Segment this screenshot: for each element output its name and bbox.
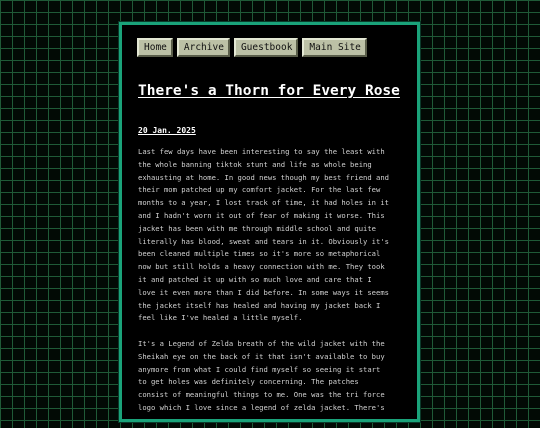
text-line: anymore from what I could find myself so seeing it start (138, 364, 381, 374)
text-line: love it even more than I did before. In some ways it seems (138, 287, 389, 297)
text-line: the whole banning tiktok stunt and life as whole being (138, 159, 372, 169)
content-panel (119, 22, 420, 422)
main-site-button[interactable]: Main Site (302, 38, 366, 57)
text-line: Last few days have been interesting to say the least with (138, 147, 385, 156)
text-line: the jacket itself has healed and having my jacket back I (138, 300, 381, 310)
text-line: logo which I love since a legend of zelda jacket. There's (138, 402, 385, 412)
text-line: It's a Legend of Zelda breath of the wild jacket with the (138, 338, 385, 348)
post-date: 20 Jan. 2025 (138, 126, 196, 135)
text-line: to get holes was definitely concerning. The patches (138, 377, 359, 387)
post-title: There's a Thorn for Every Rose (138, 83, 400, 99)
archive-button[interactable]: Archive (177, 38, 230, 57)
text-line: feel like I've healed a little myself. (138, 313, 303, 323)
home-button[interactable]: Home (137, 38, 173, 57)
text-line: exhausting at home. In good news though my best friend and (138, 172, 389, 182)
text-line: it and patched it up with so much love and care that I (138, 274, 372, 284)
nav-bar (137, 38, 367, 57)
text-line: consist of meaningful things to me. One was the tri force (138, 390, 385, 400)
text-line: now but still holds a heavy connection with me. They took (138, 262, 385, 272)
text-line: literally has blood, sweat and tears in it. Obviously it's (138, 236, 389, 246)
post-paragraph-1 (138, 146, 405, 325)
text-line: and I hadn't worn it out of fear of making it worse. This (138, 210, 385, 220)
text-line: been cleaned multiple times so it's more so metaphorical (138, 249, 381, 259)
post-body (138, 146, 405, 428)
guestbook-button[interactable]: Guestbook (234, 38, 298, 57)
post-paragraph-2 (138, 338, 405, 415)
text-line: jacket has been with me through middle school and quite (138, 223, 376, 233)
text-line: their mom patched up my comfort jacket. For the last few (138, 185, 381, 195)
text-line: months to a year, I lost track of time, it had holes in it (138, 198, 389, 208)
text-line: Sheikah eye on the back of it that isn't available to buy (138, 351, 385, 361)
